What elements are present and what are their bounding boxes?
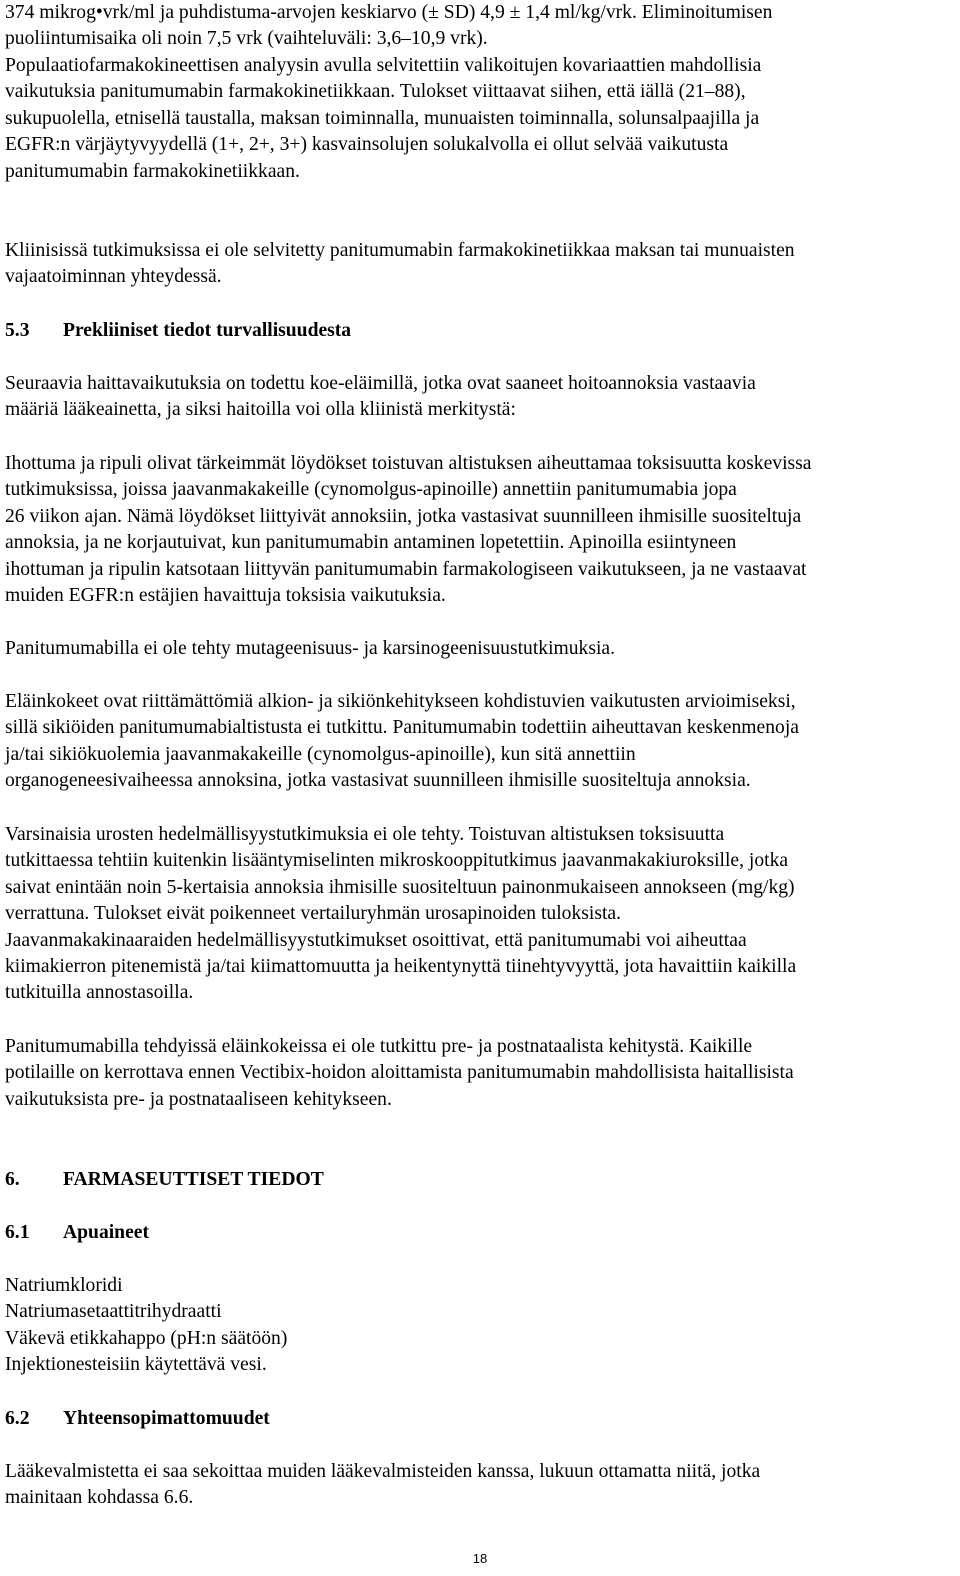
text-line: potilaille on kerrottava ennen Vectibix-hoidon aloittamista panitumumabin mahdollisista haitallisista	[5, 1062, 794, 1084]
text-line: vaikutuksia panitumumabin farmakokinetiikkaan. Tulokset viittaavat siihen, että iällä (21–88),	[5, 81, 746, 103]
text-line: tutkimuksissa, joissa jaavanmakakeille (cynomolgus-apinoille) annettiin panitumumabia jopa	[5, 479, 737, 501]
excipients-list	[5, 1273, 287, 1379]
text-line: Populaatiofarmakokineettisen analyysin avulla selvitettiin valikoitujen kovariaattien mahdollisia	[5, 55, 762, 76]
text-line: kiimakierron pitenemistä ja/tai kiimattomuutta ja heikentynyttä tiinehtyvyyttä, jota havaittiin kaikilla	[5, 956, 797, 978]
text-line: Jaavanmakakinaaraiden hedelmällisyystutkimukset osoittivat, että panitumumabi voi aiheuttaa	[5, 929, 747, 951]
section-heading-6	[5, 1167, 324, 1193]
text-line: verrattuna. Tulokset eivät poikenneet vertailuryhmän urosapinoiden tuloksista.	[5, 903, 621, 925]
list-item: Natriumkloridi	[5, 1275, 123, 1296]
text-line: ihottuman ja ripulin katsotaan liittyvän panitumumabin farmakologiseen vaikutukseen, ja ne vastaavat	[5, 558, 807, 580]
paragraph-pre-postnatal	[5, 1034, 794, 1113]
paragraph-population-pk	[5, 53, 761, 185]
text-line: tutkituilla annostasoilla.	[5, 982, 194, 1004]
text-line: Lääkevalmistetta ei saa sekoittaa muiden lääkevalmisteiden kanssa, lukuun ottamatta niitä, jotka	[5, 1461, 761, 1482]
text-line: sillä sikiöiden panitumumabialtistusta ei tutkittu. Panitumumabin todettiin aiheuttavan keskenmenoja	[5, 717, 799, 739]
section-heading-6-1	[5, 1220, 149, 1246]
section-title: Prekliiniset tiedot turvallisuudesta	[63, 320, 352, 341]
text-line: muiden EGFR:n estäjien havaittuja toksisia vaikutuksia.	[5, 585, 446, 607]
paragraph-incompatibilities	[5, 1459, 760, 1512]
text-line: Panitumumabilla ei ole tehty mutageenisuus- ja karsinogeenisuustutkimuksia.	[5, 638, 616, 659]
text-line: vajaatoiminnan yhteydessä.	[5, 266, 222, 288]
section-number: 6.1	[5, 1222, 30, 1243]
text-line: sukupuolella, etnisellä taustalla, maksan toiminnalla, munuaisten toiminnalla, solunsalpaajilla ja	[5, 107, 760, 129]
text-line: EGFR:n värjäytyvyydellä (1+, 2+, 3+) kasvainsolujen solukalvolla ei ollut selvää vaikutusta	[5, 134, 729, 156]
text-line: 26 viikon ajan. Nämä löydökset liittyivät annoksiin, jotka vastasivat suunnilleen ihmisille suositeltuja	[5, 505, 802, 527]
text-line: Kliinisissä tutkimuksissa ei ole selvitetty panitumumabin farmakokinetiikkaa maksan tai munuaisten	[5, 240, 795, 261]
text-line: määriä lääkeainetta, ja siksi haitoilla voi olla kliinistä merkitystä:	[5, 399, 516, 421]
text-line: organogeneesivaiheessa annoksina, jotka vastasivat suunnilleen ihmisille suositeltuja annoksia.	[5, 770, 751, 792]
paragraph-skin-toxicity	[5, 451, 811, 609]
paragraph-53-intro	[5, 371, 756, 424]
section-number: 5.3	[5, 320, 30, 341]
text-line: Ihottuma ja ripuli olivat tärkeimmät löydökset toistuvan altistuksen aiheuttamaa toksisuutta koskevissa	[5, 453, 812, 474]
page-number: 18	[472, 1551, 488, 1566]
text-line: panitumumabin farmakokinetiikkaan.	[5, 160, 300, 182]
paragraph-fertility	[5, 822, 796, 1007]
list-item: Väkevä etikkahappo (pH:n säätöön)	[5, 1327, 288, 1349]
text-line: vaikutuksista pre- ja postnataaliseen kehitykseen.	[5, 1088, 392, 1110]
text-line: ja/tai sikiökuolemia jaavanmakakeille (cynomolgus-apinoille), kun sitä annettiin	[5, 743, 636, 765]
text-line: annoksia, ja ne korjautuivat, kun panitumumabin antaminen lopetettiin. Apinoilla esiintyneen	[5, 532, 737, 554]
text-line: 374 mikrog•vrk/ml ja puhdistuma-arvojen keskiarvo (± SD) 4,9 ± 1,4 ml/kg/vrk. Eliminoitumisen	[5, 2, 773, 23]
list-item: Natriumasetaattitrihydraatti	[5, 1301, 222, 1323]
section-number: 6.	[5, 1169, 20, 1190]
paragraph-clinical	[5, 238, 795, 291]
section-heading-6-2	[5, 1406, 270, 1432]
text-line: Eläinkokeet ovat riittämättömiä alkion- ja sikiönkehitykseen kohdistuvien vaikutusten arvioimiseksi,	[5, 691, 796, 712]
section-heading-5-3	[5, 318, 351, 344]
text-line: Varsinaisia urosten hedelmällisyystutkimuksia ei ole tehty. Toistuvan altistuksen toksisuutta	[5, 824, 725, 845]
text-line: saivat enintään noin 5-kertaisia annoksia ihmisille suositeltuun painonmukaiseen annokseen (mg/kg)	[5, 876, 795, 898]
text-line: Panitumumabilla tehdyissä eläinkokeissa ei ole tutkittu pre- ja postnataalista kehitystä. Kaikille	[5, 1036, 753, 1057]
list-item: Injektionesteisiin käytettävä vesi.	[5, 1354, 267, 1376]
paragraph-animal-studies	[5, 689, 799, 795]
text-line: tutkittaessa tehtiin kuitenkin lisääntymiselinten mikroskooppitutkimus jaavanmakakiuroksille, jotka	[5, 850, 789, 872]
section-title: Yhteensopimattomuudet	[63, 1408, 270, 1429]
text-line: Seuraavia haittavaikutuksia on todettu koe-eläimillä, jotka ovat saaneet hoitoannoksia vastaavia	[5, 373, 756, 394]
section-title: Apuaineet	[63, 1222, 150, 1243]
paragraph-mutagenicity	[5, 636, 615, 662]
text-line: mainitaan kohdassa 6.6.	[5, 1487, 194, 1509]
section-number: 6.2	[5, 1408, 30, 1429]
text-line: puoliintumisaika oli noin 7,5 vrk (vaihteluväli: 3,6–10,9 vrk).	[5, 28, 488, 50]
paragraph-intro	[5, 0, 772, 53]
section-title: FARMASEUTTISET TIEDOT	[63, 1169, 324, 1190]
